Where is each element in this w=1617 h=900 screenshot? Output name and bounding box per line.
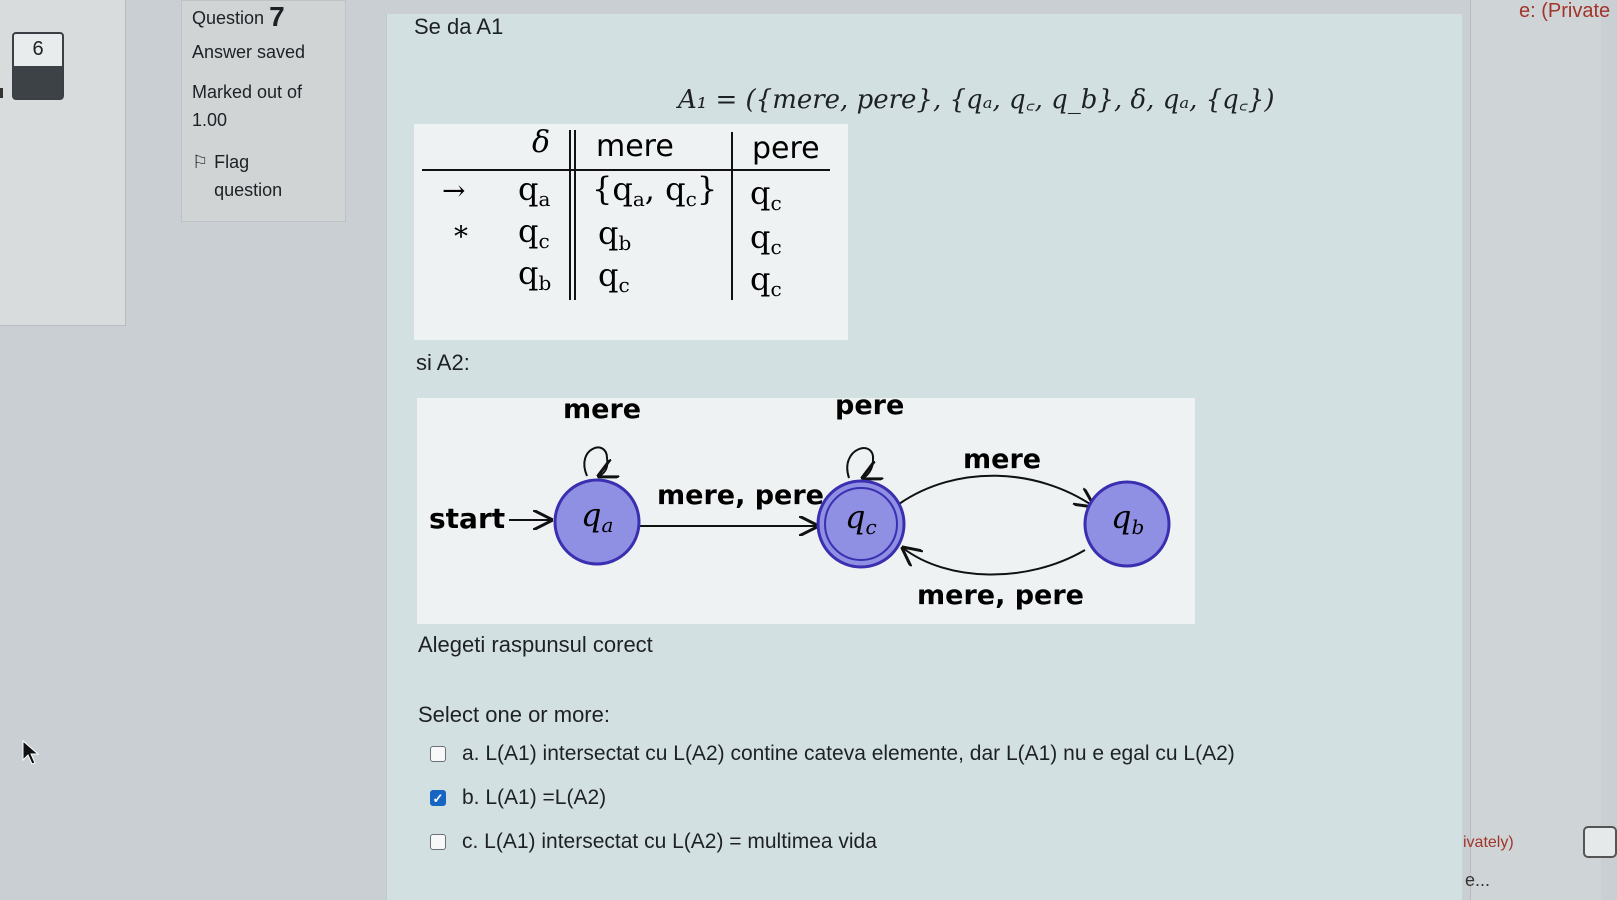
state-qc-sub: c: [865, 515, 877, 539]
table-row: [442, 170, 782, 215]
state-qa-sub: a: [601, 513, 614, 537]
answer-option-b[interactable]: [430, 786, 606, 810]
pere-cell: qc: [750, 174, 782, 215]
answer-option-c[interactable]: [430, 830, 877, 854]
state-cell: qb: [518, 254, 552, 295]
flag-icon: ⚐: [192, 152, 209, 172]
mere-cell: {qa, qc}: [592, 170, 718, 211]
question-number: 7: [269, 1, 285, 32]
state-cell-sub: b: [538, 271, 552, 295]
si-a2-label: si A2:: [416, 350, 470, 375]
question-label: Question: [192, 8, 265, 28]
mere-cell: qc: [598, 256, 630, 297]
checkbox-b[interactable]: [430, 790, 446, 806]
start-marker: →: [442, 174, 466, 207]
state-qc-final: [818, 481, 904, 567]
question-nav-number: 6: [32, 38, 44, 60]
mere-cell: qb: [598, 214, 632, 255]
edge-qa-qc-label: mere, pere: [657, 480, 824, 511]
flag-label-2: question: [214, 180, 283, 200]
marked-line-2: 1.00: [192, 110, 228, 130]
table-header-delta: δ: [532, 125, 551, 160]
table-header-mere: mere: [596, 129, 674, 164]
edge-qb-qc: [903, 548, 1085, 575]
start-label: start: [429, 502, 506, 535]
nav-edge-marker: [0, 88, 3, 98]
table-row: [518, 254, 782, 301]
question-nav-answered-fill: [14, 66, 62, 98]
right-top-text: e: (Private: [1519, 0, 1611, 22]
question-heading: [192, 3, 335, 32]
state-qb-sub: b: [1131, 515, 1145, 539]
state-cell: qa: [518, 170, 551, 211]
checkbox-a[interactable]: [430, 746, 446, 762]
automaton-formula: A₁ = ({mere, pere}, {qₐ, q꜀, q_b}, δ, qₐ, {q꜀}): [678, 85, 1275, 115]
instruction-text: Alegeti raspunsul corect: [418, 632, 653, 657]
state-cell: qc: [518, 212, 550, 253]
answer-option-a-text: a. L(A1) intersectat cu L(A2) contine cateva elemente, dar L(A1) nu e egal cu L(A2): [462, 742, 1235, 765]
table-header-pere: pere: [752, 131, 820, 166]
edge-qb-qc-label: mere, pere: [917, 580, 1084, 611]
answer-option-a[interactable]: [430, 742, 1235, 766]
state-qb: [1085, 482, 1169, 566]
checkbox-c[interactable]: [430, 834, 446, 850]
right-edge-button[interactable]: [1583, 826, 1617, 858]
check-icon: ✓: [432, 790, 444, 806]
right-panel: [1463, 0, 1611, 900]
flag-label: [214, 148, 282, 204]
transition-table: [414, 124, 848, 340]
question-status: Answer saved: [192, 42, 306, 62]
flag-question-button[interactable]: [192, 148, 335, 204]
automaton-diagram: [417, 390, 1195, 624]
mouse-cursor-icon: [22, 740, 40, 766]
loop-qa-label: mere: [563, 394, 642, 425]
loop-qc: [847, 448, 873, 478]
flag-label-1: Flag: [214, 152, 250, 172]
marked-out-of: [192, 78, 335, 134]
edge-qc-qb: [899, 476, 1093, 506]
svg-text:qc: qc: [845, 498, 877, 539]
final-marker: *: [454, 220, 468, 253]
marked-line-1: Marked out of: [192, 82, 303, 102]
answer-option-c-text: c. L(A1) intersectat cu L(A2) = multimea vida: [462, 830, 877, 853]
pere-cell: qc: [750, 218, 782, 259]
right-bottom-text-2[interactable]: e...: [1465, 870, 1491, 890]
state-cell-sub: c: [538, 229, 550, 253]
loop-qa: [584, 448, 607, 476]
answer-option-b-text: b. L(A1) =L(A2): [462, 786, 607, 809]
question-nav-panel: [0, 0, 126, 326]
question-nav-button[interactable]: [12, 32, 64, 100]
right-bottom-text: ivately): [1463, 834, 1514, 851]
select-prompt: Select one or more:: [418, 702, 610, 727]
pere-cell: qc: [750, 260, 782, 301]
svg-text:qa: qa: [581, 496, 614, 537]
edge-qc-qb-label: mere: [963, 444, 1042, 475]
question-intro: Se da A1: [414, 14, 504, 39]
svg-text:qb: qb: [1111, 498, 1145, 539]
state-cell-sub: a: [538, 187, 551, 211]
loop-qc-label: pere: [835, 390, 905, 421]
question-info-box: [181, 0, 346, 222]
state-qa: [555, 480, 639, 564]
